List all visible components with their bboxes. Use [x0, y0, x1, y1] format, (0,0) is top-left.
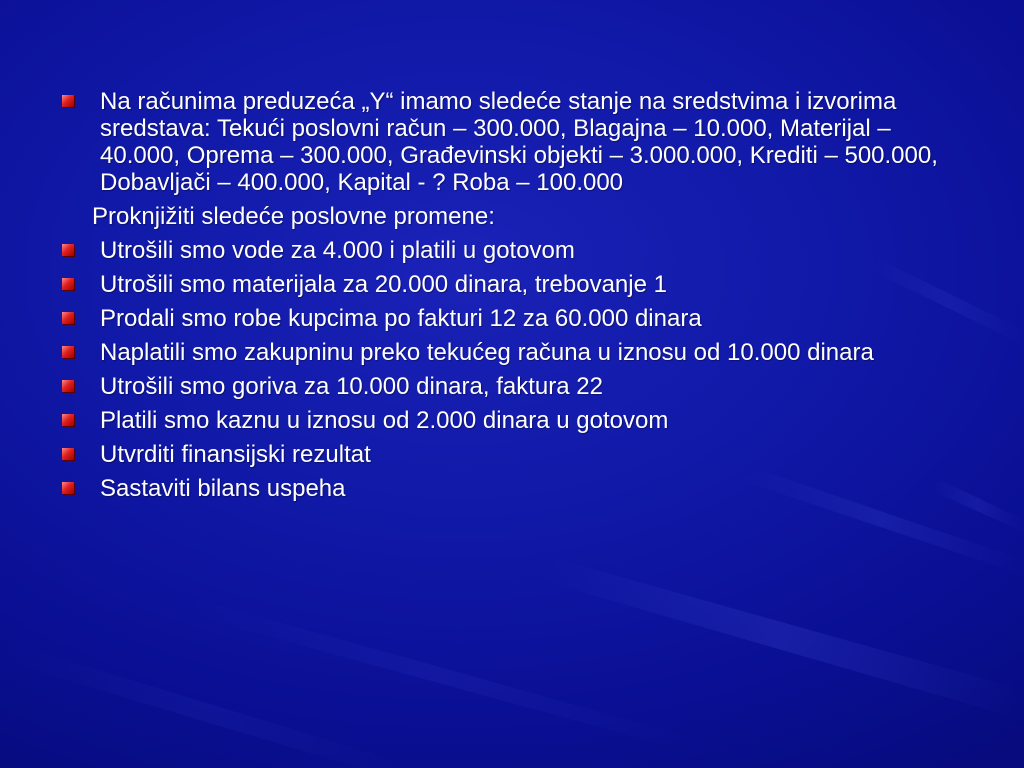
list-item-text: Utrošili smo vode za 4.000 i platili u gotovom: [100, 237, 575, 264]
square-bullet-icon: [62, 414, 74, 426]
list-item-text: Utrošili smo goriva za 10.000 dinara, faktura 22: [100, 373, 603, 400]
square-bullet-icon: [62, 244, 74, 256]
square-bullet-icon: [62, 312, 74, 324]
list-item: [60, 441, 960, 468]
list-item-text: Platili smo kaznu u iznosu od 2.000 dinara u gotovom: [100, 407, 669, 434]
list-item: [60, 475, 960, 502]
list-item: [60, 407, 960, 434]
list-item-text: Utvrditi finansijski rezultat: [100, 441, 371, 468]
list-item-text: Sastaviti bilans uspeha: [100, 475, 346, 502]
list-item-text: Prodali smo robe kupcima po fakturi 12 za 60.000 dinara: [100, 305, 702, 332]
list-item: [60, 88, 960, 196]
list-item: [60, 237, 960, 264]
square-bullet-icon: [62, 278, 74, 290]
square-bullet-icon: [62, 448, 74, 460]
square-bullet-icon: [62, 482, 74, 494]
square-bullet-icon: [62, 95, 74, 107]
instruction-line: [60, 203, 960, 230]
list-item-text: Naplatili smo zakupninu preko tekućeg računa u iznosu od 10.000 dinara: [100, 339, 874, 366]
list-item-text: Proknjižiti sledeće poslovne promene:: [92, 203, 495, 230]
square-bullet-icon: [62, 346, 74, 358]
square-bullet-icon: [62, 380, 74, 392]
list-item: [60, 271, 960, 298]
bullet-list: [60, 88, 960, 509]
list-item: [60, 373, 960, 400]
list-item: [60, 339, 960, 366]
list-item-text: Na računima preduzeća „Y“ imamo sledeće stanje na sredstvima i izvorima sredstava: Tekući poslovni račun – 300.000, Blagajna – 10.000, Materijal – 40.000, Oprema – 300.000, Građevinski objekti – 3.000.000, Krediti – 500.000, Dobavljači – 400.000, Kapital - ? Roba – 100.000: [100, 88, 938, 196]
list-item: [60, 305, 960, 332]
list-item-text: Utrošili smo materijala za 20.000 dinara, trebovanje 1: [100, 271, 667, 298]
